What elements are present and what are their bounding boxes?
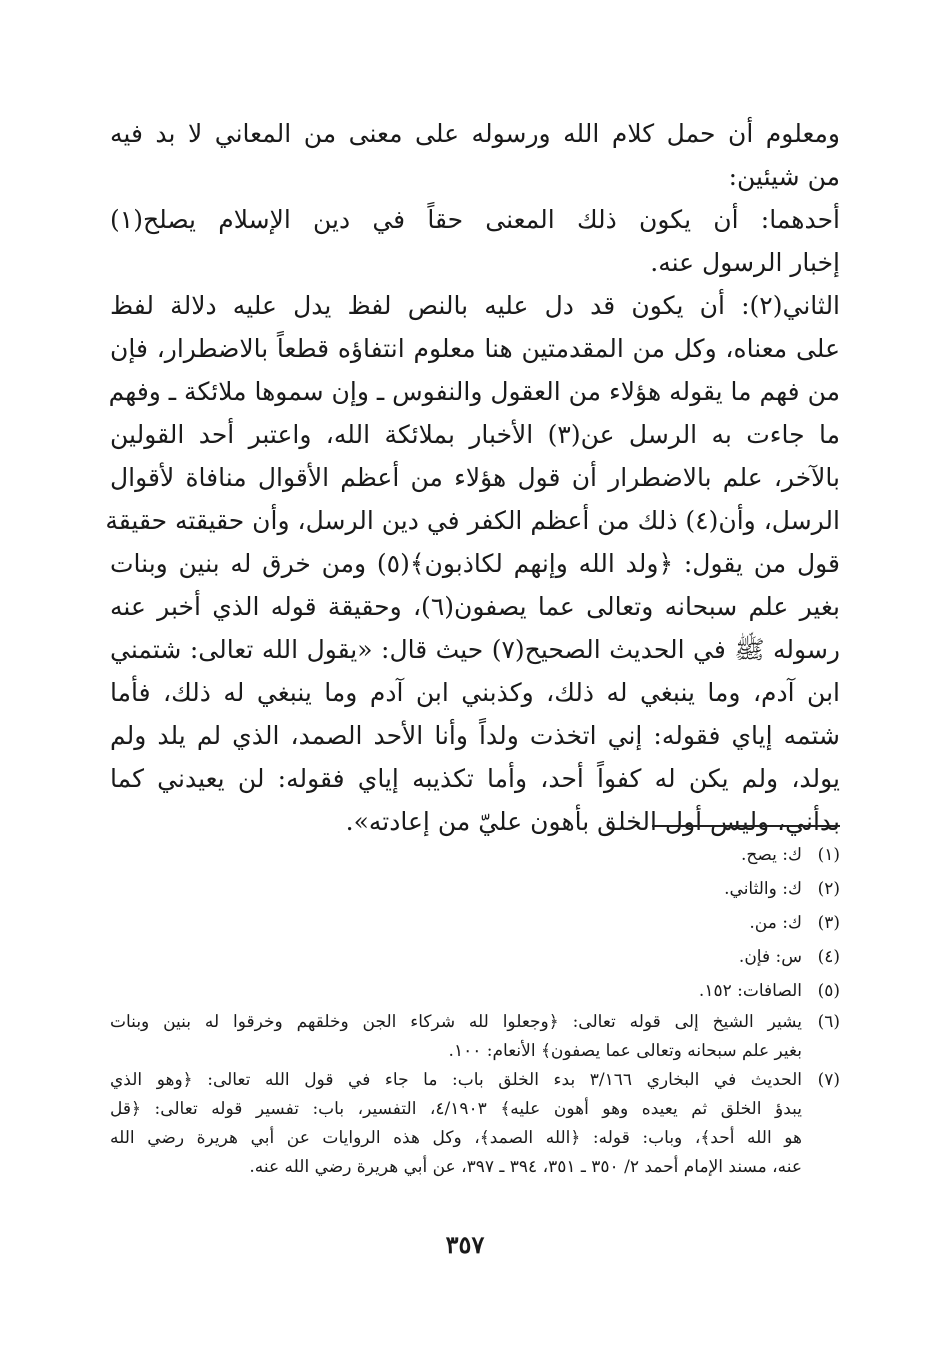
footnote-text: [110, 940, 802, 974]
body-line: بالآخر، علم بالاضطرار أن قول هؤلاء من أعظم الأقوال منافاة لأقوال: [110, 463, 840, 492]
footnote: [110, 1066, 840, 1182]
footnote-line: هو الله أحد﴾، وباب: قوله: ﴿الله الصمد﴾، وكل هذه الروايات عن أبي هريرة رضي الله: [110, 1128, 802, 1148]
footnote-line: الصافات: ١٥٢.: [698, 981, 802, 1001]
footnote-line: س: فإن.: [738, 947, 802, 967]
footnote-line: ك: والثاني.: [724, 879, 802, 899]
body-line: شتمه إياي فقوله: إني اتخذت ولداً وأنا الأحد الصمد، الذي لم يلد ولم: [110, 721, 840, 750]
footnote-text: [110, 974, 802, 1008]
body-line: رسوله ﷺ في الحديث الصحيح(٧) حيث قال: «يقول الله تعالى: شتمني: [110, 635, 840, 664]
footnote: [110, 872, 840, 906]
footnote-line: يبدؤ الخلق ثم يعيده وهو أهون عليه﴾ ٤/١٩٠٣، التفسير، باب: تفسير قوله تعالى: ﴿قل: [110, 1099, 802, 1119]
footnote-number: (٧): [817, 1070, 840, 1090]
body-line: ابن آدم، وما ينبغي له ذلك، وكذبني ابن آدم وما ينبغي له ذلك، فأما: [110, 678, 840, 707]
footnote-text: [110, 1066, 802, 1182]
footnote-line: ك: من.: [749, 913, 802, 933]
body-line: قول من يقول: ﴿ولد الله وإنهم لكاذبون﴾(٥) ومن خرق له بنين وبنات: [110, 549, 841, 578]
body-line: بغير علم سبحانه وتعالى عما يصفون(٦)، وحقيقة قوله الذي أخبر عنه: [110, 592, 840, 621]
body-line: بدأني، وليس أول الخلق بأهون عليّ من إعادته».: [345, 807, 840, 836]
footnote-number: (٥): [817, 981, 840, 1001]
main-text: [105, 112, 841, 843]
body-line: أحدهما: أن يكون ذلك المعنى حقاً في دين الإسلام يصلح(١): [110, 205, 840, 234]
footnote: [110, 906, 840, 940]
page-number: ٣٥٧: [445, 1230, 485, 1259]
footnote-number: (٤): [817, 947, 840, 967]
body-line: على معناه، وكل من المقدمتين هنا معلوم انتفاؤه قطعاً بالاضطرار، فإن: [110, 334, 840, 363]
body-line: ما جاءت به الرسل عن(٣) الأخبار بملائكة الله، واعتبر أحد القولين: [110, 420, 840, 449]
body-line: يولد، ولم يكن له كفواً أحد، وأما تكذيبه إياي فقوله: لن يعيدني كما: [110, 764, 840, 793]
footnote-separator: [652, 825, 840, 827]
footnote: [110, 1008, 840, 1066]
footnote-text: [110, 1008, 802, 1066]
body-line: إخبار الرسول عنه.: [650, 248, 840, 277]
footnote-text: [110, 906, 802, 940]
footnote-number: (٢): [817, 879, 840, 899]
footnote: [110, 940, 840, 974]
footnote-line: الحديث في البخاري ٣/١٦٦ بدء الخلق باب: ما جاء في قول الله تعالى: ﴿وهو الذي: [110, 1070, 802, 1090]
footnote-number: (١): [817, 845, 840, 865]
body-line: الثاني(٢): أن يكون قد دل عليه بالنص لفظ يدل عليه دلالة لفظ: [110, 291, 841, 320]
footnote: [110, 974, 840, 1008]
footnote: [110, 838, 840, 872]
footnote-number: (٦): [817, 1012, 840, 1032]
footnote-line: ك: يصح.: [741, 845, 802, 865]
footnote-line: عنه، مسند الإمام أحمد ٢/ ٣٥٠ ـ ٣٥١، ٣٩٤ ـ ٣٩٧، عن أبي هريرة رضي الله عنه.: [249, 1157, 802, 1177]
body-line: ومعلوم أن حمل كلام الله ورسوله على معنى من المعاني لا بد فيه: [110, 119, 840, 148]
body-line: من فهم ما يقوله هؤلاء من العقول والنفوس ـ وإن سموها ملائكة ـ وفهم: [108, 377, 840, 406]
footnote-text: [110, 872, 802, 906]
footnote-text: [110, 838, 802, 872]
footnote-line: بغير علم سبحانه وتعالى عما يصفون﴾ الأنعام: ١٠٠.: [448, 1041, 802, 1061]
footnote-number: (٣): [817, 913, 840, 933]
footnotes: [110, 838, 840, 1182]
footnote-line: يشير الشيخ إلى قوله تعالى: ﴿وجعلوا لله شركاء الجن وخلقهم وخرقوا له بنين وبنات: [110, 1012, 802, 1032]
body-line: من شيئين:: [728, 162, 840, 191]
body-line: الرسل، وأن(٤) ذلك من أعظم الكفر في دين الرسل، وأن حقيقته حقيقة: [105, 506, 840, 535]
